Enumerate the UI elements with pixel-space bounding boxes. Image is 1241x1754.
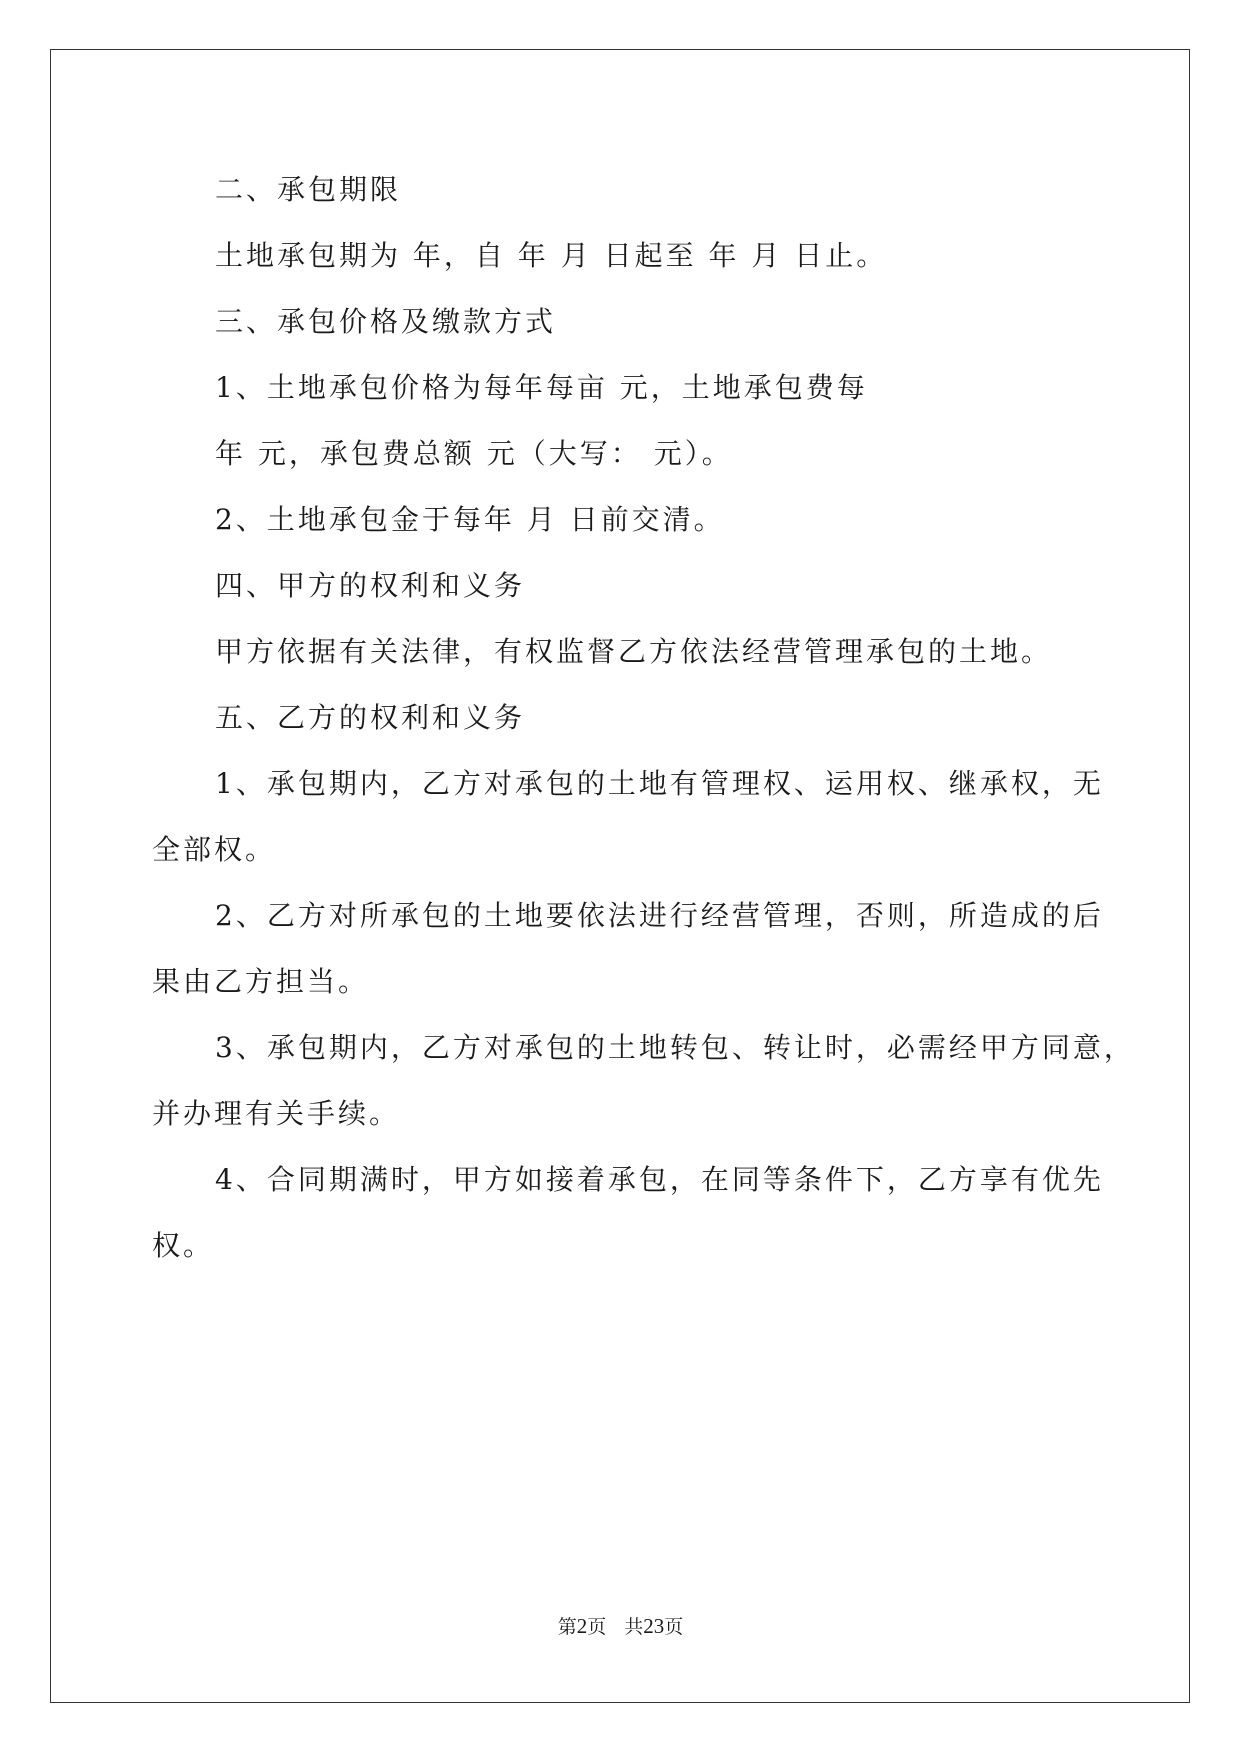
section-heading-party-b: 五、乙方的权利和义务: [215, 701, 526, 734]
page-number: 2: [576, 1614, 588, 1638]
paragraph-line: 2、乙方对所承包的土地要依法进行经营管理，否则，所造成的后: [215, 899, 1104, 932]
page-border: [50, 49, 1190, 1703]
paragraph-line: 4、合同期满时，甲方如接着承包，在同等条件下，乙方享有优先: [215, 1163, 1104, 1196]
page-prefix: 第: [557, 1617, 577, 1638]
paragraph-line: 并办理有关手续。: [152, 1097, 401, 1130]
paragraph-line: 1、承包期内，乙方对承包的土地有管理权、运用权、继承权，无: [215, 767, 1104, 800]
paragraph-line: 土地承包期为 年，自 年 月 日起至 年 月 日止。: [215, 239, 888, 272]
total-prefix: 共: [624, 1617, 644, 1638]
total-pages: 23: [643, 1614, 665, 1638]
paragraph-line: 果由乙方担当。: [152, 965, 370, 998]
page-suffix: 页: [587, 1617, 607, 1638]
paragraph-line: 3、承包期内，乙方对承包的土地转包、转让时，必需经甲方同意，: [215, 1031, 1135, 1064]
paragraph-line: 年 元，承包费总额 元（大写： 元）。: [215, 437, 733, 470]
page-footer: [0, 1614, 1241, 1640]
paragraph-line: 2、土地承包金于每年 月 日前交清。: [215, 503, 725, 536]
total-suffix: 页: [664, 1617, 684, 1638]
section-heading-party-a: 四、甲方的权利和义务: [215, 569, 526, 602]
section-heading-term: 二、承包期限: [215, 173, 402, 206]
paragraph-line: 1、土地承包价格为每年每亩 元，土地承包费每: [215, 371, 868, 404]
paragraph-line: 权。: [152, 1229, 215, 1262]
paragraph-line: 全部权。: [152, 833, 277, 866]
section-heading-price: 三、承包价格及缴款方式: [215, 305, 557, 338]
paragraph-line: 甲方依据有关法律，有权监督乙方依法经营管理承包的土地。: [215, 635, 1053, 668]
